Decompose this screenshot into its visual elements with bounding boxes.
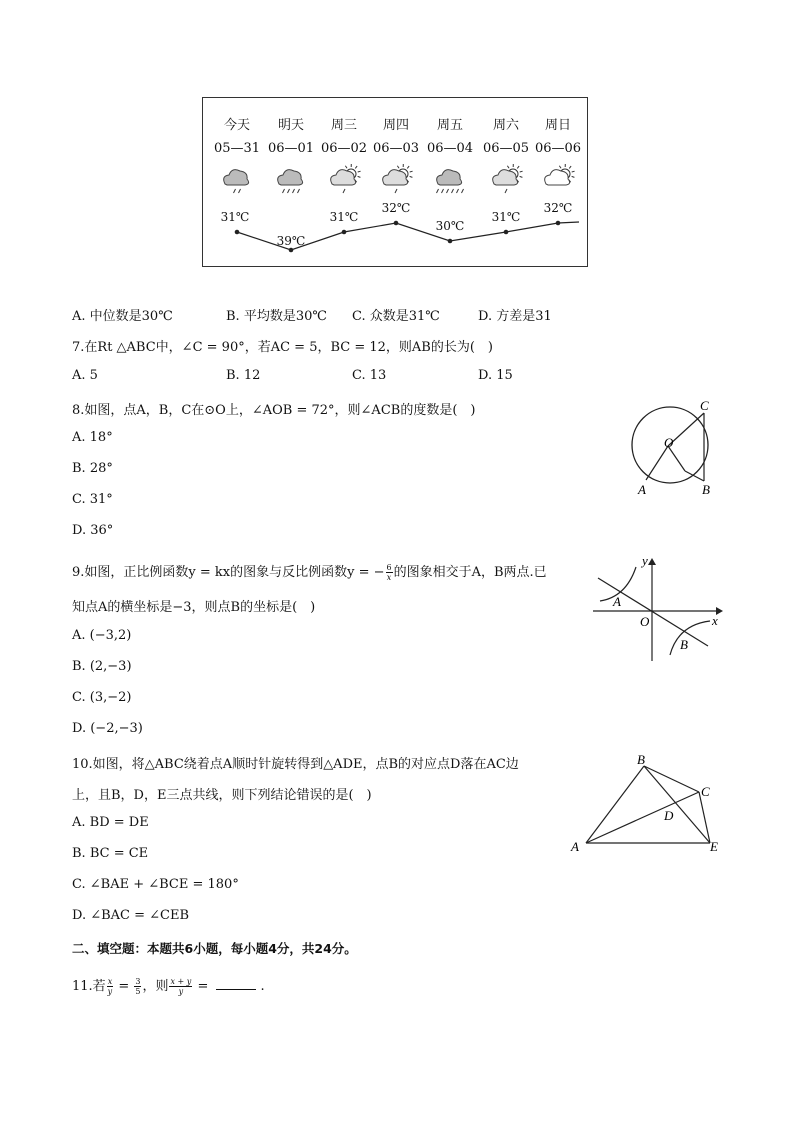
q8-option-d: D. 36° <box>72 523 114 538</box>
weather-date-label: 06—04 <box>426 141 474 156</box>
weather-day-label: 周六 <box>492 118 519 133</box>
q7-option-a: A. 5 <box>72 368 98 383</box>
q6-option-b: B. 平均数是30℃ <box>226 309 327 324</box>
q11-f3-den: y <box>178 987 184 996</box>
label-b: B <box>680 637 688 652</box>
temperature-point <box>556 221 561 226</box>
q10-option-a: A. BD = DE <box>72 815 149 830</box>
q9-option-d: D. (−2,−3) <box>72 721 143 736</box>
temperature-point <box>289 248 294 253</box>
temperature-point <box>448 239 453 244</box>
q11-f2-den: 5 <box>135 987 141 996</box>
q7-option-b: B. 12 <box>226 368 261 383</box>
segment-ac <box>586 792 699 843</box>
temperature-point <box>235 230 240 235</box>
label-c: C <box>700 398 709 413</box>
temperature-point <box>394 221 399 226</box>
q6-option-c: C. 众数是31℃ <box>352 309 440 324</box>
temperature-polyline <box>237 222 579 250</box>
q11-f2-num: 3 <box>135 977 141 986</box>
q11-f3-num: x + y <box>170 977 192 986</box>
q11-answer-blank[interactable] <box>216 979 256 990</box>
heavy-rain-icon <box>437 170 464 193</box>
rain-icon <box>278 170 303 193</box>
circle-figure <box>625 395 735 505</box>
segment-ce <box>699 792 710 843</box>
q11-equals-2: = <box>193 979 213 994</box>
q11-fraction-x-over-y <box>107 977 114 996</box>
weather-temp-label: 31℃ <box>491 210 521 224</box>
label-o: O <box>664 435 674 450</box>
label-a: A <box>613 594 621 609</box>
q11-f1-den: y <box>107 987 113 996</box>
q9-frac-num: 6 <box>386 563 392 572</box>
weather-date-label: 06—03 <box>372 141 420 156</box>
q11-suffix: . <box>260 979 265 994</box>
label-a: A <box>571 839 579 854</box>
weather-temp-label: 31℃ <box>220 210 250 224</box>
q9-stem-part1: 9.如图，正比例函数y = kx的图象与反比例函数y = − <box>72 565 385 580</box>
section-2-title: 二、填空题：本题共6小题，每小题4分，共24分。 <box>72 941 357 956</box>
weather-temp-label: 32℃ <box>381 201 411 215</box>
q9-fraction <box>386 563 393 582</box>
weather-day-label: 明天 <box>277 118 304 133</box>
label-a: A <box>638 482 646 497</box>
q6-option-a: A. 中位数是30℃ <box>72 309 173 324</box>
weather-day-label: 周三 <box>330 118 357 133</box>
q7-option-d: D. 15 <box>478 368 513 383</box>
q9-frac-den: x <box>386 573 392 582</box>
q10-option-b: B. BC = CE <box>72 846 149 861</box>
q8-option-c: C. 31° <box>72 492 113 507</box>
q11-fraction-3-over-5 <box>134 977 141 996</box>
q9-stem-part2: 的图象相交于A，B两点.已 <box>393 565 547 580</box>
triangle-rotation-figure <box>565 750 730 860</box>
segment-oa <box>646 446 668 480</box>
segment-bc <box>644 766 699 792</box>
q6-option-d: D. 方差是31 <box>478 309 552 324</box>
label-y: y <box>642 553 648 568</box>
q7-stem: 7.在Rt △ABC中，∠C = 90°，若AC = 5，BC = 12，则AB的长为( ) <box>72 340 494 355</box>
temperature-point <box>504 230 509 235</box>
q8-option-a: A. 18° <box>72 430 113 445</box>
q10-option-c: C. ∠BAE + ∠BCE = 180° <box>72 877 239 892</box>
line-y-kx <box>598 578 708 646</box>
q11-mid: ，则 <box>142 979 169 994</box>
label-o: O <box>640 614 650 629</box>
q9-stem-line2: 知点A的横坐标是−3，则点B的坐标是( ) <box>72 600 316 615</box>
q11-fraction-xy-over-y <box>169 977 192 996</box>
weather-temp-label: 31℃ <box>329 210 359 224</box>
label-b: B <box>702 482 710 497</box>
label-x: x <box>712 613 718 628</box>
weather-day-label: 周五 <box>436 118 463 133</box>
q10-option-d: D. ∠BAC = ∠CEB <box>72 908 190 923</box>
q8-stem: 8.如图，点A，B，C在⊙O上，∠AOB = 72°，则∠ACB的度数是( ) <box>72 403 476 418</box>
weather-temp-label: 30℃ <box>435 219 465 233</box>
label-b: B <box>637 752 645 767</box>
q9-stem-line1 <box>72 561 547 582</box>
sun-shower-icon <box>331 164 361 193</box>
label-e: E <box>710 839 718 854</box>
temperature-line <box>203 98 589 268</box>
segment-ab <box>586 766 644 843</box>
weather-date-label: 06—06 <box>534 141 582 156</box>
q9-option-a: A. (−3,2) <box>72 628 132 643</box>
q8-option-b: B. 28° <box>72 461 113 476</box>
weather-date-label: 05—31 <box>213 141 261 156</box>
light-rain-icon <box>224 170 249 193</box>
weather-date-label: 06—05 <box>482 141 530 156</box>
weather-temp-label: 39℃ <box>276 234 306 248</box>
q9-option-c: C. (3,−2) <box>72 690 132 705</box>
q10-stem-line1: 10.如图，将△ABC绕着点A顺时针旋转得到△ADE，点B的对应点D落在AC边 <box>72 757 519 772</box>
weather-date-label: 06—01 <box>267 141 315 156</box>
label-d: D <box>664 808 674 823</box>
y-axis-arrow <box>648 558 656 565</box>
q10-stem-line2: 上，且B，D，E三点共线，则下列结论错误的是( ) <box>72 788 372 803</box>
function-graph-figure <box>588 553 728 668</box>
weather-date-label: 06—02 <box>320 141 368 156</box>
segment-be <box>644 766 710 843</box>
label-c: C <box>701 784 710 799</box>
partly-cloudy-icon <box>545 164 575 185</box>
q9-option-b: B. (2,−3) <box>72 659 132 674</box>
q11-stem <box>72 975 265 996</box>
q7-option-c: C. 13 <box>352 368 387 383</box>
sun-shower-icon <box>493 164 523 193</box>
segment-b-foot <box>685 471 704 481</box>
weather-temp-label: 32℃ <box>543 201 573 215</box>
q11-f1-num: x <box>107 977 113 986</box>
weather-day-label: 周四 <box>382 118 409 133</box>
weather-day-label: 周日 <box>544 118 571 133</box>
weather-day-label: 今天 <box>223 118 250 133</box>
segment-oc <box>668 413 704 446</box>
q11-prefix: 11.若 <box>72 979 106 994</box>
q11-equals: = <box>114 979 134 994</box>
sun-shower-icon <box>383 164 413 193</box>
weather-forecast-figure <box>202 97 588 267</box>
temperature-point <box>342 230 347 235</box>
